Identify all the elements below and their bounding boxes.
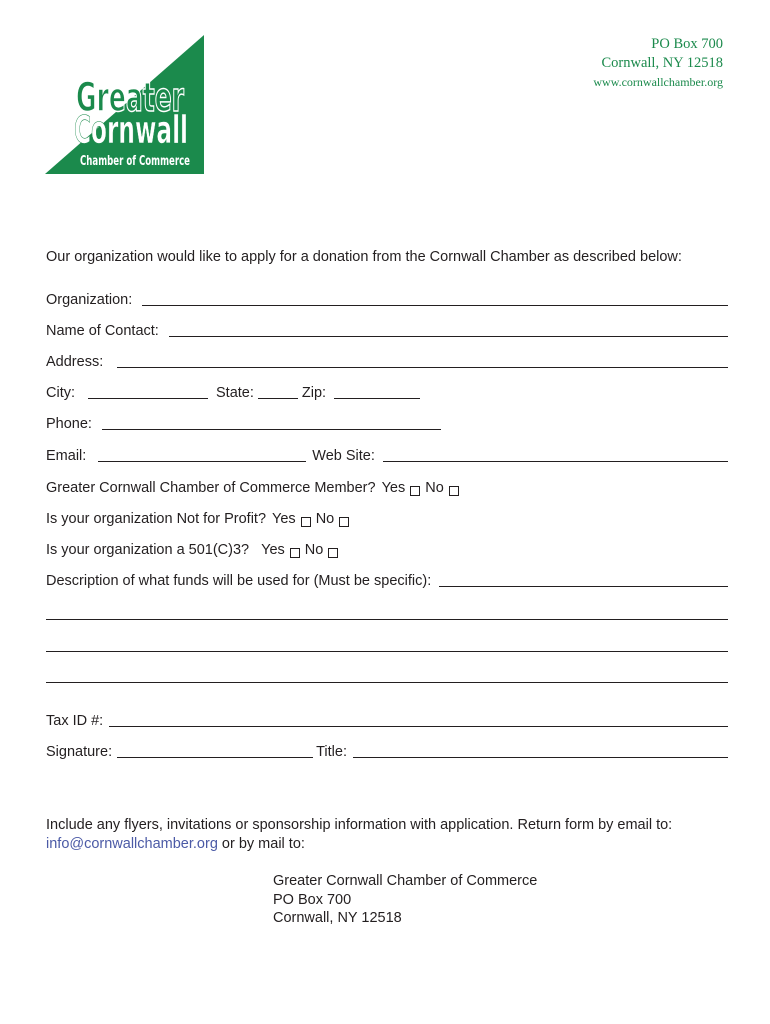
description-label: Description of what funds will be used for (Must be specific): xyxy=(46,573,432,589)
tax-id-field[interactable] xyxy=(109,726,728,727)
logo-text-cornwall: Cornwall xyxy=(74,108,188,152)
city-field[interactable] xyxy=(88,398,208,399)
city-label: City: xyxy=(46,385,75,401)
logo-text-greater: Greater xyxy=(76,75,185,121)
organization-row xyxy=(46,288,728,308)
nonprofit-yes-label: Yes xyxy=(272,511,296,527)
contact-label: Name of Contact: xyxy=(46,323,159,339)
website-link[interactable]: www.cornwallchamber.org xyxy=(593,75,723,89)
nonprofit-question-row xyxy=(46,507,728,527)
tax-id-label: Tax ID #: xyxy=(46,713,104,729)
c3-question: Is your organization a 501(C)3? xyxy=(46,542,250,558)
website-field[interactable] xyxy=(383,461,728,462)
state-label: State: xyxy=(216,385,254,401)
nonprofit-question: Is your organization Not for Profit? xyxy=(46,511,267,527)
address-label: Address: xyxy=(46,354,104,370)
c3-yes-checkbox[interactable] xyxy=(290,548,300,558)
tax-id-row xyxy=(46,709,728,729)
member-no-label: No xyxy=(425,480,444,496)
nonprofit-no-checkbox[interactable] xyxy=(339,517,349,527)
signature-field[interactable] xyxy=(117,757,313,758)
signature-title-row xyxy=(46,740,728,760)
organization-label: Organization: xyxy=(46,292,133,308)
logo-graphic xyxy=(44,35,206,175)
description-line-3[interactable] xyxy=(46,651,728,652)
contact-field[interactable] xyxy=(169,336,728,337)
member-question-row xyxy=(46,476,728,496)
instructions-text: Include any flyers, invitations or sponsorship information with application. Return form by email to: xyxy=(46,817,673,833)
title-label: Title: xyxy=(316,744,347,760)
header-address xyxy=(593,35,723,90)
address-city: Cornwall, NY 12518 xyxy=(601,55,723,71)
description-line-2[interactable] xyxy=(46,619,728,620)
description-field[interactable] xyxy=(439,586,728,587)
c3-yes-label: Yes xyxy=(261,542,285,558)
phone-label: Phone: xyxy=(46,416,92,432)
member-no-checkbox[interactable] xyxy=(449,486,459,496)
email-website-row xyxy=(46,444,728,464)
email-label: Email: xyxy=(46,448,87,464)
zip-label: Zip: xyxy=(301,385,327,401)
member-yes-checkbox[interactable] xyxy=(410,486,420,496)
footer-instructions xyxy=(46,816,736,854)
website-label: Web Site: xyxy=(312,448,375,464)
logo-text-chamber: Chamber of Commerce xyxy=(80,154,191,169)
nonprofit-no-label: No xyxy=(315,511,335,527)
organization-field[interactable] xyxy=(142,305,728,306)
c3-no-label: No xyxy=(304,542,324,558)
phone-field[interactable] xyxy=(102,429,441,430)
intro-text: Our organization would like to apply for a donation from the Cornwall Chamber as described below: xyxy=(46,249,682,265)
by-mail-text: or by mail to: xyxy=(217,836,305,852)
email-field[interactable] xyxy=(98,461,306,462)
contact-row xyxy=(46,319,728,339)
address-field[interactable] xyxy=(117,367,728,368)
address-po-box: PO Box 700 xyxy=(651,36,723,52)
city-state-zip-row xyxy=(46,381,728,401)
c3-question-row xyxy=(46,538,728,558)
description-line-4[interactable] xyxy=(46,682,728,683)
mailing-address xyxy=(273,872,537,928)
c3-no-checkbox[interactable] xyxy=(328,548,338,558)
member-question: Greater Cornwall Chamber of Commerce Member? xyxy=(46,480,376,496)
zip-field[interactable] xyxy=(334,398,420,399)
address-row xyxy=(46,350,728,370)
member-yes-label: Yes xyxy=(381,480,406,496)
mail-city: Cornwall, NY 12518 xyxy=(273,910,402,926)
title-field[interactable] xyxy=(353,757,728,758)
mail-org: Greater Cornwall Chamber of Commerce xyxy=(273,873,538,889)
nonprofit-yes-checkbox[interactable] xyxy=(301,517,311,527)
description-row xyxy=(46,569,728,589)
email-link[interactable]: info@cornwallchamber.org xyxy=(46,836,218,852)
signature-label: Signature: xyxy=(46,744,113,760)
chamber-logo xyxy=(44,35,206,175)
phone-row xyxy=(46,412,728,432)
state-field[interactable] xyxy=(258,398,298,399)
mail-po-box: PO Box 700 xyxy=(273,891,352,908)
